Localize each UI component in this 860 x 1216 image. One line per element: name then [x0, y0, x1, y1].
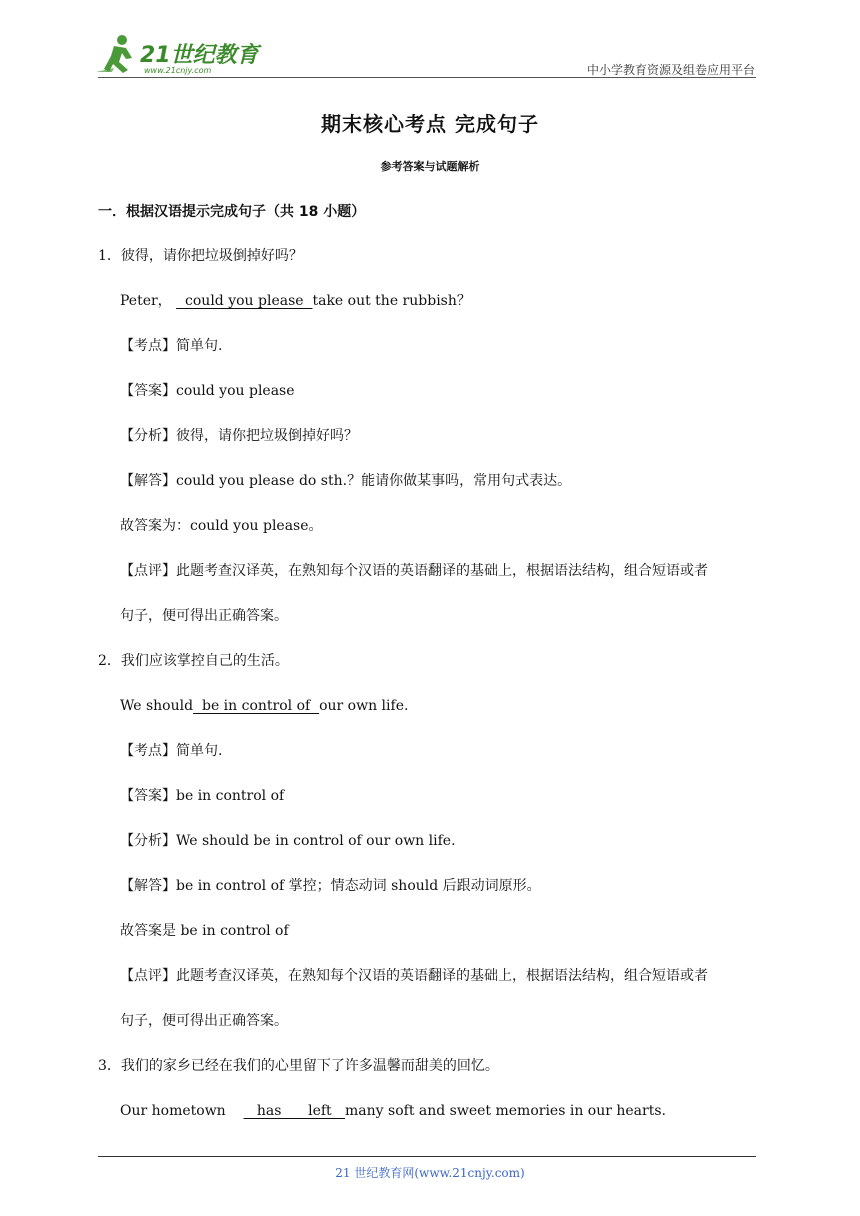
q1-comment-line2: 句子，便可得出正确答案。 [120, 608, 288, 624]
footer-site-link[interactable]: 21 世纪教育网(www.21cnjy.com) [335, 1166, 525, 1180]
section-heading: 一．根据汉语提示完成句子（共 18 小题） [98, 204, 366, 220]
q3-sentence [120, 1102, 666, 1120]
q2-answer: 【答案】be in control of [120, 788, 285, 804]
q2-sentence-before: We should [120, 698, 194, 714]
q2-solution: 【解答】be in control of 掌控；情态动词 should 后跟动词原形。 [120, 878, 541, 894]
svg-text:21世纪教育: 21世纪教育 [140, 43, 259, 68]
svg-text:www.21cnjy.com: www.21cnjy.com [144, 66, 212, 75]
q2-final-answer: 故答案是 be in control of [120, 923, 289, 939]
q3-sentence-before: Our hometown [120, 1103, 244, 1119]
q1-answer-blank: could you please [176, 293, 313, 309]
page-title: 期末核心考点 完成句子 [321, 112, 539, 136]
q1-analysis: 【分析】彼得，请你把垃圾倒掉好吗？ [120, 428, 358, 444]
header-divider [98, 77, 756, 78]
21cnjy-logo [92, 32, 267, 78]
footer-divider [98, 1156, 756, 1157]
q1-sentence-after: take out the rubbish？ [312, 293, 471, 309]
q2-answer-blank: be in control of [193, 698, 320, 714]
q3-answer-blank: has left [243, 1103, 346, 1119]
header-platform-text: 中小学教育资源及组卷应用平台 [586, 63, 755, 77]
q2-sentence [120, 697, 408, 715]
q1-final-answer: 故答案为：could you please。 [120, 518, 323, 534]
q1-solution: 【解答】could you please do sth.？能请你做某事吗，常用句式表达。 [120, 473, 572, 489]
q2-analysis: 【分析】We should be in control of our own life. [120, 833, 456, 849]
q1-kaodian: 【考点】简单句. [120, 338, 223, 354]
q2-prompt: 2．我们应该掌控自己的生活。 [98, 653, 289, 669]
q1-sentence-before: Peter， [120, 293, 172, 309]
q1-comment-line1: 【点评】此题考查汉译英，在熟知每个汉语的英语翻译的基础上，根据语法结构，组合短语或者 [120, 563, 708, 579]
q2-kaodian: 【考点】简单句. [120, 743, 223, 759]
q1-sentence [120, 292, 471, 310]
q3-sentence-after: many soft and sweet memories in our hearts. [345, 1103, 666, 1119]
q2-sentence-after: our own life. [319, 698, 409, 714]
q2-comment-line1: 【点评】此题考查汉译英，在熟知每个汉语的英语翻译的基础上，根据语法结构，组合短语或者 [120, 968, 708, 984]
q1-answer: 【答案】could you please [120, 383, 295, 399]
page-subtitle: 参考答案与试题解析 [380, 160, 480, 173]
q2-comment-line2: 句子，便可得出正确答案。 [120, 1013, 288, 1029]
q3-prompt: 3．我们的家乡已经在我们的心里留下了许多温馨而甜美的回忆。 [98, 1058, 499, 1074]
q1-prompt: 1．彼得，请你把垃圾倒掉好吗？ [98, 248, 303, 264]
